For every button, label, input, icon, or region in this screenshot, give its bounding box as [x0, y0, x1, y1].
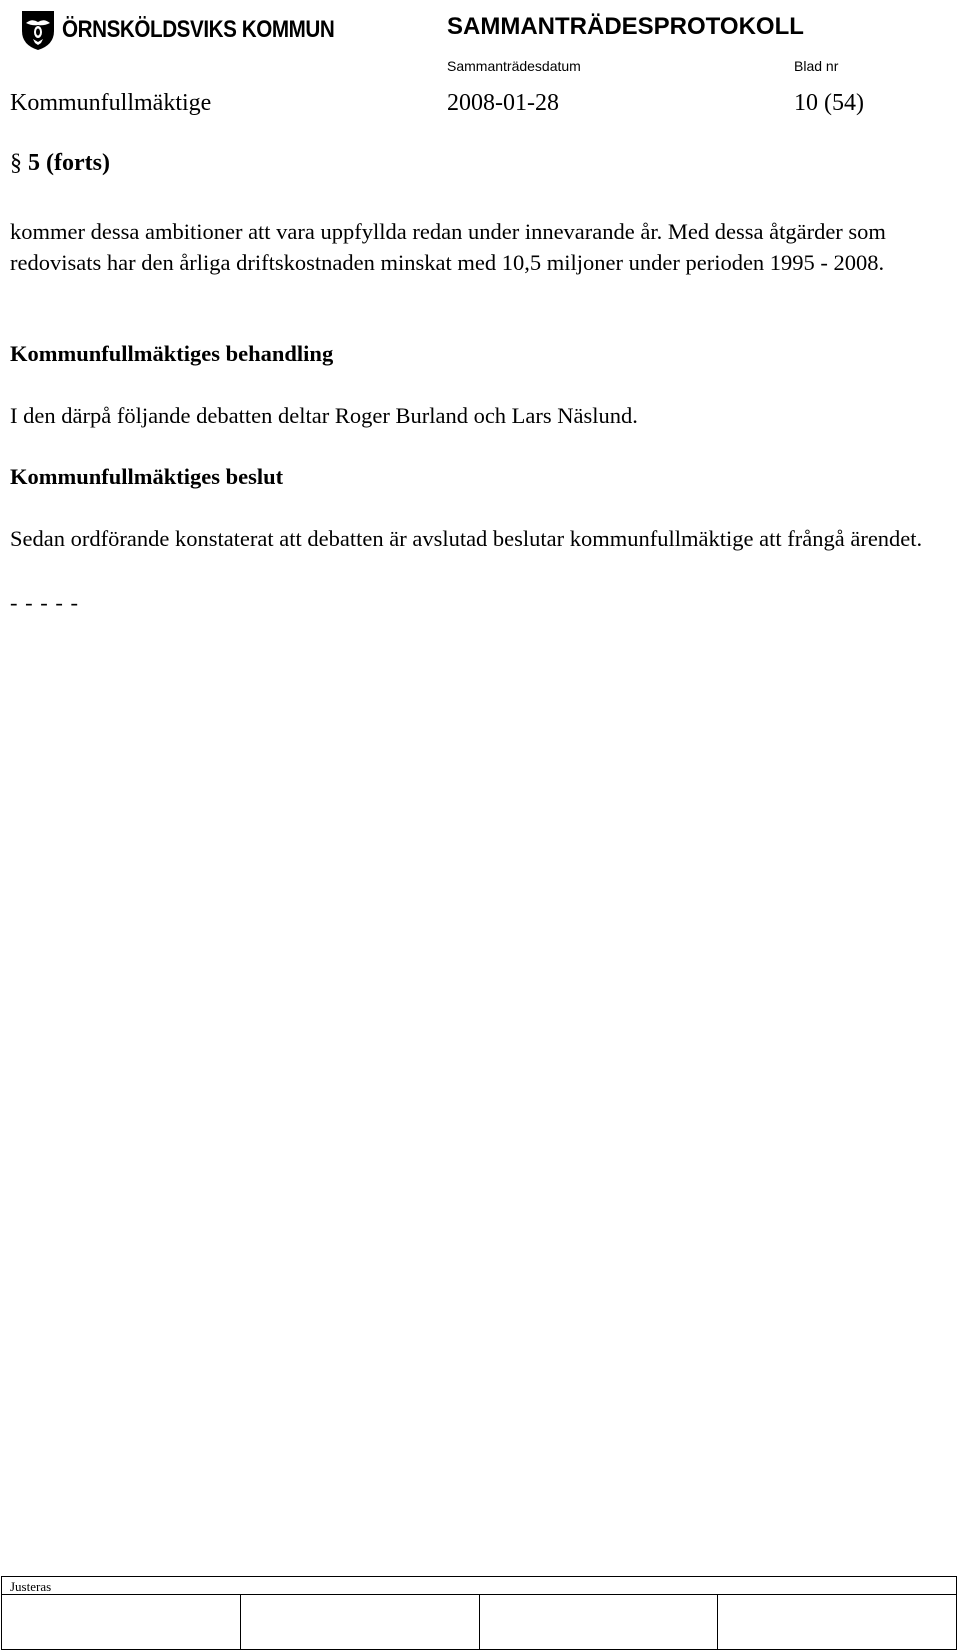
page-number-label: Blad nr — [794, 58, 839, 74]
signature-cell — [241, 1595, 480, 1649]
page-number: 10 (54) — [794, 90, 864, 116]
meeting-date: 2008-01-28 — [447, 90, 559, 116]
heading-decision: Kommunfullmäktiges beslut — [10, 464, 284, 489]
signature-cell — [480, 1595, 719, 1649]
paragraph-continuation: kommer dessa ambitioner att vara uppfyllda redan under innevarande år. Med dessa åtgärder som redovisats har den årliga driftskostnaden minskat med 10,5 miljoner under perioden 1995 - 2008. — [10, 219, 886, 275]
paragraph-sign: § — [10, 150, 22, 176]
signature-cell — [718, 1595, 956, 1649]
signature-row — [2, 1594, 956, 1649]
coat-of-arms-icon — [20, 9, 56, 51]
meeting-date-label: Sammanträdesdatum — [447, 58, 581, 74]
signature-cell — [2, 1595, 241, 1649]
section-title — [10, 149, 110, 178]
signature-label: Justeras — [10, 1579, 52, 1594]
paragraph-decision: Sedan ordförande konstaterat att debatten är avslutad beslutar kommunfullmäktige att frångå ärendet. — [10, 526, 923, 551]
municipality-logo — [20, 9, 379, 51]
signature-table — [1, 1576, 957, 1650]
end-marker: - - - - - — [10, 590, 79, 615]
document-type: SAMMANTRÄDESPROTOKOLL — [447, 13, 804, 40]
governing-body: Kommunfullmäktige — [10, 90, 212, 116]
section-number: 5 (forts) — [28, 150, 110, 176]
municipality-name: ÖRNSKÖLDSVIKS KOMMUN — [62, 16, 335, 43]
paragraph-debate: I den därpå följande debatten deltar Roger Burland och Lars Näslund. — [10, 403, 638, 428]
heading-treatment: Kommunfullmäktiges behandling — [10, 341, 334, 366]
